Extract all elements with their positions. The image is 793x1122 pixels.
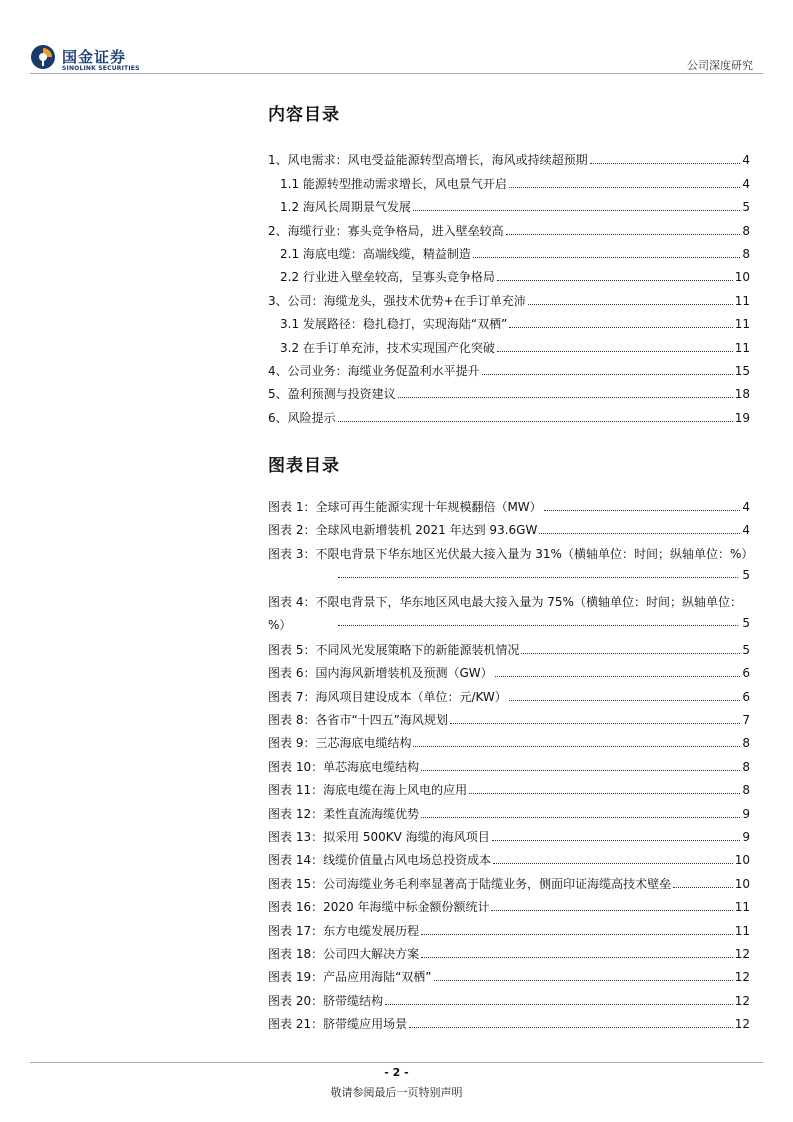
figure-entry-text: 图表 10：单芯海底电缆结构 bbox=[268, 759, 420, 774]
toc-list bbox=[268, 144, 750, 425]
toc-entry[interactable] bbox=[268, 308, 750, 331]
figure-entry[interactable] bbox=[268, 657, 750, 680]
figure-entry-page: 6 bbox=[742, 689, 750, 704]
toc-entry-text: 2.1 海底电缆：高端线缆，精益制造 bbox=[280, 246, 471, 261]
main-content bbox=[268, 100, 754, 1032]
figure-entry[interactable] bbox=[268, 797, 750, 820]
figure-entry[interactable] bbox=[268, 867, 750, 890]
figures-title: 图表目录 bbox=[268, 455, 340, 476]
figure-entry[interactable] bbox=[268, 1008, 750, 1031]
figure-entry-page: 4 bbox=[742, 523, 750, 538]
figure-entry-text: 图表 20：脐带缆结构 bbox=[268, 993, 384, 1008]
toc-entry-page: 4 bbox=[742, 153, 750, 168]
toc-entry-page: 19 bbox=[734, 410, 750, 425]
figure-entry-text: 图表 5：不同风光发展策略下的新能源装机情况 bbox=[268, 642, 520, 657]
figure-entry-page: 5 bbox=[742, 616, 750, 631]
figure-entry-page: 10 bbox=[734, 853, 750, 868]
toc-entry-page: 18 bbox=[734, 387, 750, 402]
figure-entry-text: 图表 6：国内海风新增装机及预测（GW） bbox=[268, 666, 493, 681]
dot-leader bbox=[509, 327, 732, 328]
footer-divider bbox=[30, 1062, 763, 1063]
figure-entry-text: 图表 3：不限电背景下华东地区光伏最大接入量为 31%（横轴单位：时间；纵轴单位：%） bbox=[268, 547, 754, 562]
dot-leader bbox=[521, 653, 740, 654]
dot-leader bbox=[544, 510, 741, 511]
toc-entry-text: 3.1 发展路径：稳扎稳打，实现海陆“双栖” bbox=[280, 317, 508, 332]
report-type: 公司深度研究 bbox=[687, 59, 753, 72]
figure-entry[interactable] bbox=[268, 680, 750, 703]
dot-leader bbox=[482, 374, 733, 375]
figure-entry[interactable] bbox=[268, 727, 750, 750]
dot-leader bbox=[398, 397, 733, 398]
dot-leader bbox=[491, 910, 732, 911]
figure-entry[interactable] bbox=[268, 938, 750, 961]
toc-entry[interactable] bbox=[268, 167, 750, 190]
toc-entry-page: 11 bbox=[734, 340, 750, 355]
toc-entry-page: 8 bbox=[742, 223, 750, 238]
figure-entry[interactable] bbox=[268, 491, 750, 514]
dot-leader bbox=[492, 840, 741, 841]
figure-entry-page: 6 bbox=[742, 666, 750, 681]
toc-entry[interactable] bbox=[268, 331, 750, 354]
toc-entry-text: 6、风险提示 bbox=[268, 410, 336, 425]
figure-entry-text: 图表 19：产品应用海陆“双栖” bbox=[268, 970, 432, 985]
dot-leader bbox=[421, 957, 733, 958]
figure-entry[interactable] bbox=[268, 984, 750, 1007]
figures-list bbox=[268, 491, 754, 1032]
toc-entry-page: 8 bbox=[742, 246, 750, 261]
toc-entry-text: 3.2 在手订单充沛，技术实现国产化突破 bbox=[280, 340, 495, 355]
figure-entry[interactable] bbox=[268, 961, 750, 984]
dot-leader bbox=[450, 723, 740, 724]
dot-leader bbox=[509, 700, 741, 701]
dot-leader bbox=[509, 187, 740, 188]
dot-leader bbox=[528, 304, 733, 305]
toc-entry-text: 3、公司：海缆龙头，强技术优势+在手订单充沛 bbox=[268, 293, 526, 308]
figure-entry-page: 10 bbox=[734, 876, 750, 891]
dot-leader bbox=[497, 351, 733, 352]
brand-name-cn: 国金证券 bbox=[62, 48, 127, 66]
toc-entry[interactable] bbox=[268, 355, 750, 378]
figure-entry-page: 12 bbox=[734, 970, 750, 985]
dot-leader bbox=[413, 210, 740, 211]
figure-entry-text: 图表 15：公司海缆业务毛利率显著高于陆缆业务，侧面印证海缆高技术壁垒 bbox=[268, 876, 672, 891]
dot-leader bbox=[473, 257, 740, 258]
figure-entry[interactable] bbox=[268, 537, 754, 585]
figure-entry[interactable] bbox=[268, 914, 750, 937]
dot-leader bbox=[497, 280, 733, 281]
figure-entry[interactable] bbox=[268, 585, 750, 633]
disclaimer-note: 敬请参阅最后一页特别声明 bbox=[330, 1086, 463, 1099]
figure-entry-page: 12 bbox=[734, 946, 750, 961]
header-divider bbox=[30, 73, 763, 74]
figure-entry-page: 4 bbox=[742, 500, 750, 515]
figure-entry[interactable] bbox=[268, 704, 750, 727]
figure-entry-text: 图表 7：海风项目建设成本（单位：元/KW） bbox=[268, 689, 507, 704]
figure-entry-text: 图表 16：2020 年海缆中标金额份额统计 bbox=[268, 900, 490, 915]
figure-entry-text: 图表 4：不限电背景下，华东地区风电最大接入量为 75%（横轴单位：时间；纵轴单位：%） bbox=[268, 595, 742, 633]
dot-leader bbox=[338, 421, 733, 422]
figure-entry[interactable] bbox=[268, 750, 750, 773]
figure-entry-text: 图表 9：三芯海底电缆结构 bbox=[268, 736, 412, 751]
brand-name-en: SINOLINK SECURITIES bbox=[62, 65, 140, 72]
figure-entry-text: 图表 2：全球风电新增装机 2021 年达到 93.6GW bbox=[268, 523, 538, 538]
toc-entry[interactable] bbox=[268, 214, 750, 237]
figure-entry-text: 图表 1：全球可再生能源实现十年规模翻倍（MW） bbox=[268, 500, 542, 515]
toc-entry-text: 1.1 能源转型推动需求增长，风电景气开启 bbox=[280, 176, 507, 191]
figure-entry-page: 11 bbox=[734, 900, 750, 915]
figure-entry-text: 图表 8：各省市“十四五”海风规划 bbox=[268, 713, 448, 728]
toc-entry[interactable] bbox=[268, 401, 750, 424]
figure-entry-page: 7 bbox=[742, 713, 750, 728]
dot-leader bbox=[338, 625, 738, 626]
figure-entry-page: 5 bbox=[742, 642, 750, 657]
figure-entry[interactable] bbox=[268, 821, 750, 844]
figure-entry-text: 图表 14：线缆价值量占风电场总投资成本 bbox=[268, 853, 492, 868]
toc-entry[interactable] bbox=[268, 144, 750, 167]
figure-entry[interactable] bbox=[268, 891, 750, 914]
dot-leader bbox=[338, 577, 738, 578]
figure-entry-text: 图表 21：脐带缆应用场景 bbox=[268, 1017, 408, 1032]
figure-entry[interactable] bbox=[268, 844, 750, 867]
figure-entry-page: 8 bbox=[742, 759, 750, 774]
toc-entry-page: 11 bbox=[734, 317, 750, 332]
figure-entry[interactable] bbox=[268, 774, 750, 797]
dot-leader bbox=[385, 1004, 733, 1005]
page-number: - 2 - bbox=[384, 1066, 409, 1079]
toc-entry-page: 10 bbox=[734, 270, 750, 285]
dot-leader bbox=[421, 817, 740, 818]
dot-leader bbox=[495, 676, 741, 677]
figure-entry-text: 图表 18：公司四大解决方案 bbox=[268, 946, 420, 961]
toc-entry-page: 4 bbox=[742, 176, 750, 191]
figure-entry-text: 图表 11：海底电缆在海上风电的应用 bbox=[268, 783, 468, 798]
dot-leader bbox=[590, 163, 741, 164]
figure-entry-text: 图表 12：柔性直流海缆优势 bbox=[268, 806, 420, 821]
toc-entry[interactable] bbox=[268, 284, 750, 307]
dot-leader bbox=[421, 770, 740, 771]
dot-leader bbox=[506, 234, 741, 235]
dot-leader bbox=[421, 934, 733, 935]
toc-title: 内容目录 bbox=[268, 105, 340, 125]
dot-leader bbox=[413, 746, 740, 747]
figure-entry-text: 图表 17：东方电缆发展历程 bbox=[268, 923, 420, 938]
dot-leader bbox=[469, 793, 740, 794]
figure-entry-page: 12 bbox=[734, 993, 750, 1008]
dot-leader bbox=[434, 980, 733, 981]
page-header bbox=[0, 0, 793, 80]
dot-leader bbox=[539, 533, 740, 534]
dot-leader bbox=[493, 863, 733, 864]
toc-entry-text: 2.2 行业进入壁垒较高，呈寡头竞争格局 bbox=[280, 270, 495, 285]
figure-entry-page: 8 bbox=[742, 783, 750, 798]
dot-leader bbox=[673, 887, 733, 888]
dot-leader bbox=[409, 1027, 733, 1028]
toc-entry-text: 4、公司业务：海缆业务促盈利水平提升 bbox=[268, 363, 480, 378]
toc-entry-text: 2、海缆行业：寡头竞争格局，进入壁垒较高 bbox=[268, 223, 504, 238]
figure-entry-page: 11 bbox=[734, 923, 750, 938]
toc-entry-page: 11 bbox=[734, 293, 750, 308]
company-logo bbox=[30, 44, 150, 76]
toc-entry-text: 5、盈利预测与投资建议 bbox=[268, 387, 396, 402]
sinolink-logo-icon bbox=[30, 44, 56, 70]
toc-entry[interactable] bbox=[268, 238, 750, 261]
figure-entry[interactable] bbox=[268, 514, 750, 537]
toc-entry[interactable] bbox=[268, 191, 750, 214]
figure-entry-page: 9 bbox=[742, 829, 750, 844]
figure-entry-page: 12 bbox=[734, 1017, 750, 1032]
toc-entry-page: 5 bbox=[742, 200, 750, 215]
figure-entry-page: 9 bbox=[742, 806, 750, 821]
toc-entry-text: 1、风电需求：风电受益能源转型高增长，海风或持续超预期 bbox=[268, 153, 588, 168]
toc-entry-text: 1.2 海风长周期景气发展 bbox=[280, 200, 411, 215]
toc-entry-page: 15 bbox=[734, 363, 750, 378]
figure-entry-page: 8 bbox=[742, 736, 750, 751]
figure-entry-page: 5 bbox=[742, 568, 750, 583]
toc-entry[interactable] bbox=[268, 261, 750, 284]
figure-entry-text: 图表 13：拟采用 500KV 海缆的海风项目 bbox=[268, 829, 490, 844]
toc-entry[interactable] bbox=[268, 378, 750, 401]
